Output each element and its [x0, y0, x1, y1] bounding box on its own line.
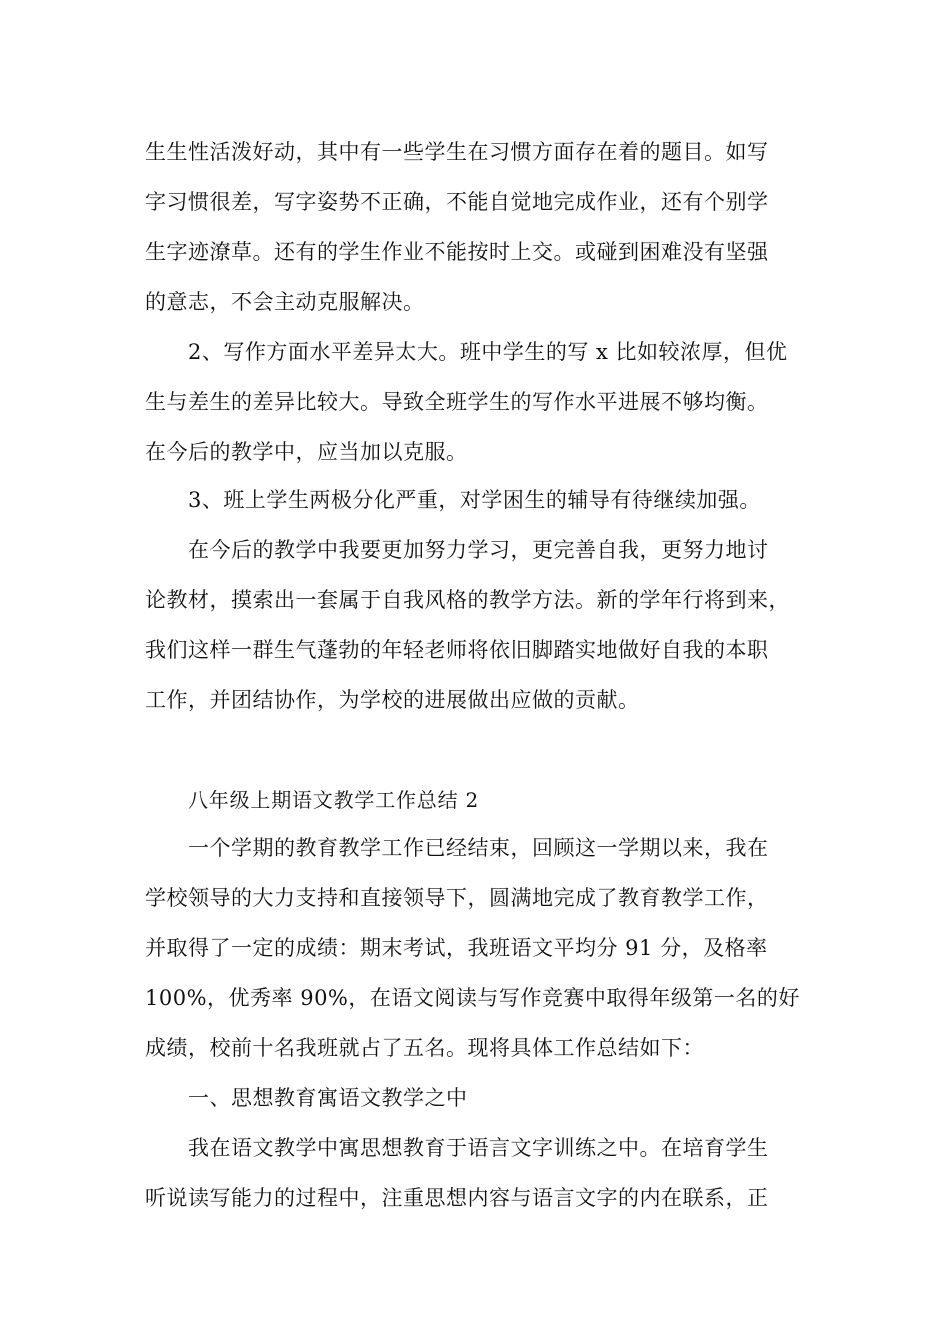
- text-line: 工作，并团结协作，为学校的进展做出应做的贡献。: [145, 688, 640, 712]
- text-line: 100%，优秀率 90%，在语文阅读与写作竞赛中取得年级第一名的好: [145, 986, 800, 1010]
- text-line: 字习惯很差，写字姿势不正确，不能自觉地完成作业，还有个别学: [145, 190, 769, 214]
- text-line: 2、写作方面水平差异太大。班中学生的写 x 比如较浓厚，但优: [188, 340, 788, 364]
- text-line: 我在语文教学中寓思想教育于语言文字训练之中。在培育学生: [188, 1136, 769, 1160]
- text-line: 的意志，不会主动克服解决。: [145, 290, 425, 314]
- text-line: 并取得了一定的成绩：期末考试，我班语文平均分 91 分，及格率: [145, 936, 768, 960]
- text-line: 在今后的教学中我要更加努力学习，更完善自我，更努力地讨: [188, 538, 769, 562]
- text-line: 生字迹潦草。还有的学生作业不能按时上交。或碰到困难没有坚强: [145, 240, 769, 264]
- text-line: 3、班上学生两极分化严重，对学困生的辅导有待继续加强。: [188, 488, 761, 512]
- text-line: 生与差生的差异比较大。导致全班学生的写作水平进展不够均衡。: [145, 390, 769, 414]
- text-line: 成绩，校前十名我班就占了五名。现将具体工作总结如下：: [145, 1036, 704, 1060]
- sub-heading: 一、思想教育寓语文教学之中: [188, 1086, 468, 1110]
- text-line: 我们这样一群生气蓬勃的年轻老师将依旧脚踏实地做好自我的本职: [145, 638, 769, 662]
- text-line: 一个学期的教育教学工作已经结束，回顾这一学期以来，我在: [188, 836, 769, 860]
- text-line: 论教材，摸索出一套属于自我风格的教学方法。新的学年行将到来，: [145, 588, 790, 612]
- text-line: 生生性活泼好动，其中有一些学生在习惯方面存在着的题目。如写: [145, 140, 769, 164]
- text-line: 学校领导的大力支持和直接领导下，圆满地完成了教育教学工作，: [145, 886, 769, 910]
- section-heading: 八年级上期语文教学工作总结 2: [188, 788, 480, 812]
- text-line: 在今后的教学中，应当加以克服。: [145, 440, 468, 464]
- text-line: 听说读写能力的过程中，注重思想内容与语言文字的内在联系，正: [145, 1186, 769, 1210]
